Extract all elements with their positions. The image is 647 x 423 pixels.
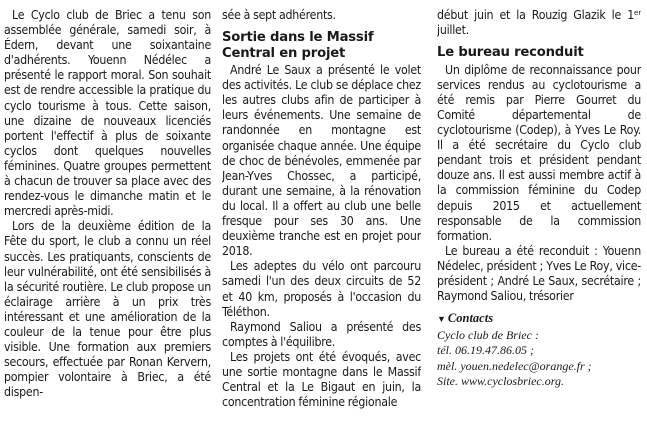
paragraph: Le Cyclo club de Briec a tenu son assemblée générale, samedi soir, à Édern, devant une soixantaine d'adhérents. Youenn Nédélec a présenté le rapport moral. Son souhait est de rendre accessible la pratique du cyclo tourisme à tous. Cette saison, une dizaine de nouveaux licenciés portent l'effectif à plus de soixante cyclos dont quelques nouvelles féminines. Quatre groupes permettent à chacun de trouver sa place avec des rendez-vous le dimanche matin et le mercredi après-midi.: [4, 8, 211, 219]
contact-website: Site. www.cyclosbriec.org.: [437, 374, 564, 389]
paragraph: André Le Saux a présenté le volet des activités. Le club se déplace chez les autres clubs afin de participer à leurs événements. Une semaine de randonnée en montagne est organisée chaque année. Une équipe de choc de bénévoles, emmenée par Jean-Yves Chossec, a participé, durant une semaine, à la rénovation du local. Il a offert au club une belle fresque pour ses 30 ans. Une deuxième tranche est en projet pour 2018.: [222, 63, 421, 259]
paragraph: Un diplôme de reconnaissance pour services rendus au cyclotourisme a été remis par Pierre Gourret du Comité départemental de cyclotourisme (Codep), à Yves Le Roy. Il a été secrétaire du Cyclo club pendant trois et président pendant douze ans. Il est aussi membre actif à la commission féminine du Codep depuis 2015 et actuellement responsable de la commission formation.: [437, 62, 641, 243]
section-heading-bureau: Le bureau reconduit: [437, 45, 584, 61]
contact-phone: tél. 06.19.47.86.05 ;: [437, 343, 534, 358]
column-2: [222, 8, 421, 423]
contacts-heading: Contacts: [447, 311, 494, 326]
contacts-box: [437, 311, 641, 389]
triangle-down-icon: ▼: [437, 314, 446, 325]
paragraph: Les projets ont été évoqués, avec une sortie montagne dans le Massif Central et la Le Bigaut en juin, la concentration féminine régionale: [222, 349, 421, 410]
contacts-heading-row: [437, 311, 641, 327]
paragraph: Raymond Saliou a présenté des comptes à l'équilibre.: [222, 319, 421, 349]
contact-club-name: Cyclo club de Briec :: [437, 328, 539, 343]
paragraph: Lors de la deuxième édition de la Fête du sport, le club a connu un réel succès. Les pratiquants, conscients de leur vulnérabilité, ont été sensibilisés à la sécurité routière. Le club propose un éclairage arrière à un prix très intéressant et une amélioration de la couleur de la tenue pour être plus visible. Une formation aux premiers secours, effectuée par Ronan Kervern, pompier volontaire à Briec, a été dispen-: [4, 219, 211, 400]
continued-text: début juin et la Rouzig Glazik le 1ᵉʳ juillet.: [437, 8, 641, 38]
paragraph: Le bureau a été reconduit : Youenn Nédelec, président ; Yves Le Roy, vice-président ; André Le Saux, secrétaire ; Raymond Saliou, trésorier: [437, 243, 641, 304]
column-1: [4, 8, 211, 423]
column-3: [437, 8, 641, 423]
section-heading-massif-central: Sortie dans le Massif Central en projet: [222, 30, 374, 61]
continued-text: sée à sept adhérents.: [222, 8, 336, 22]
paragraph: Les adeptes du vélo ont parcouru samedi l'un des deux circuits de 52 et 40 km, proposés à l'occasion du Téléthon.: [222, 259, 421, 319]
contact-email: mèl. youen.nedelec@orange.fr ;: [437, 358, 592, 373]
